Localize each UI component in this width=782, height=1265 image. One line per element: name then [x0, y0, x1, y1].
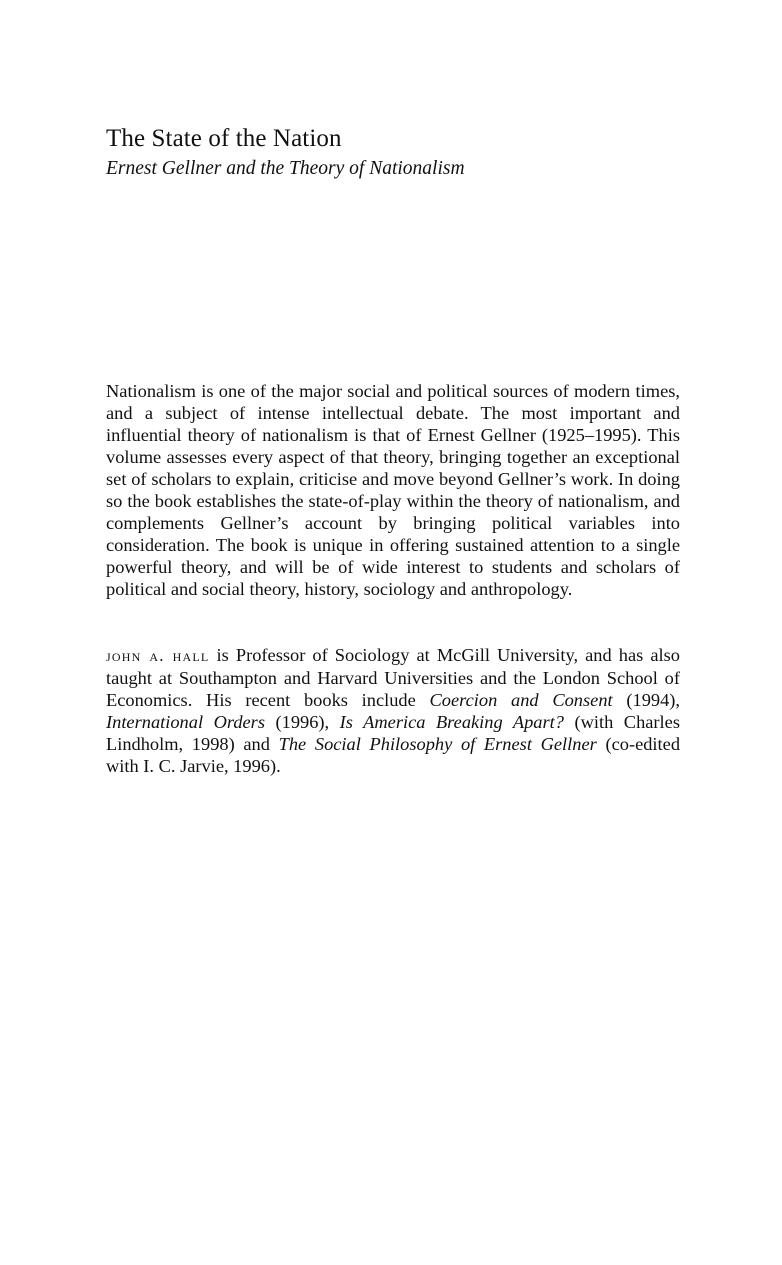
book-ref-4: The Social Philosophy of Ernest Gellner — [278, 734, 597, 754]
book-ref-3: Is America Breaking Apart? — [339, 712, 564, 732]
book-description: Nationalism is one of the major social and political sources of modern times, and a subject of intense intellectual debate. The most important and influential theory of nationalism is that of Ernest Gellner (1925–1995). This volume assesses every aspect of that theory, bringing together an exceptional set of scholars to explain, criticise and move beyond Gellner’s work. In doing so the book establishes the state-of-play within the theory of nationalism, and complements Gellner’s account by bringing political variables into consideration. The book is unique in offering sustained attention to a single powerful theory, and will be of wide interest to students and scholars of political and social theory, history, sociology and anthropology. — [106, 381, 680, 599]
title-block — [106, 124, 680, 182]
book-ref-1: Coercion and Consent — [429, 690, 613, 710]
bio-text-2: (1994), — [612, 690, 681, 710]
bio-text-3: (1996), — [265, 712, 340, 732]
book-subtitle: Ernest Gellner and the Theory of Nationalism — [106, 158, 465, 179]
author-name: john a. hall — [106, 646, 210, 665]
bio-text-4: (with Charles Lindholm, 1998) and — [106, 712, 680, 754]
bio-text-5: (co-edited with I. C. Jarvie, 1996). — [106, 734, 681, 776]
bio-text-1: is Professor of Sociology at McGill University, and has also taught at Southampton and Harvard Universities and the London School of Economics. His recent books include — [106, 645, 680, 710]
book-title: The State of the Nation — [106, 125, 342, 152]
author-bio — [106, 644, 680, 777]
book-ref-2: International Orders — [106, 712, 265, 732]
